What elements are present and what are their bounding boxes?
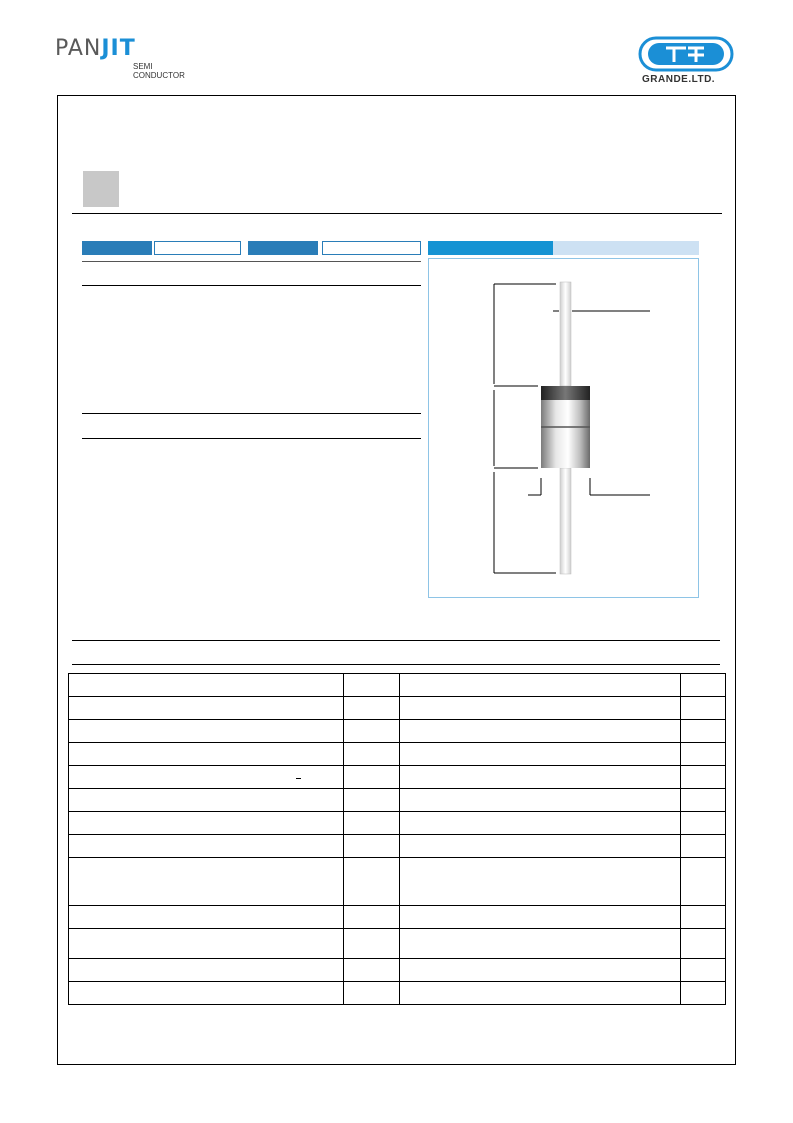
table-cell	[400, 929, 681, 959]
table-cell	[344, 674, 400, 697]
features-divider	[82, 285, 421, 286]
table-cell	[344, 697, 400, 720]
spec-value-box-2	[322, 241, 421, 255]
table-cell	[681, 766, 726, 789]
mechanical-divider-top	[82, 413, 421, 414]
spec-tab-2	[248, 241, 318, 255]
table-cell	[681, 982, 726, 1005]
table-cell	[69, 812, 344, 835]
table-cell	[344, 812, 400, 835]
table-cell	[69, 720, 344, 743]
table-cell	[69, 835, 344, 858]
table-cell	[400, 743, 681, 766]
table-cell	[681, 835, 726, 858]
ratings-divider-top	[72, 640, 720, 641]
figure-header-light	[553, 241, 699, 255]
table-cell	[400, 835, 681, 858]
table-cell	[69, 766, 344, 789]
table-row	[69, 812, 726, 835]
table-cell	[400, 906, 681, 929]
spec-tab-1	[82, 241, 152, 255]
table-cell	[681, 929, 726, 959]
table-row	[69, 906, 726, 929]
table-cell	[69, 982, 344, 1005]
table-cell	[344, 906, 400, 929]
table-cell	[344, 766, 400, 789]
table-cell	[69, 929, 344, 959]
part-badge	[83, 171, 119, 207]
table-cell	[400, 674, 681, 697]
table-cell	[681, 959, 726, 982]
table-cell	[69, 789, 344, 812]
table-cell	[344, 720, 400, 743]
table-cell	[69, 743, 344, 766]
table-cell	[400, 858, 681, 906]
panjit-logo	[55, 38, 136, 60]
table-row	[69, 766, 726, 789]
grande-logo-text: GRANDE.LTD.	[642, 74, 716, 85]
table-cell	[344, 982, 400, 1005]
table-row	[69, 959, 726, 982]
table-cell	[400, 720, 681, 743]
table-cell	[681, 697, 726, 720]
table-cell	[344, 835, 400, 858]
table-cell	[400, 982, 681, 1005]
title-divider	[72, 213, 722, 214]
table-row	[69, 982, 726, 1005]
table-cell	[344, 929, 400, 959]
table-row	[69, 835, 726, 858]
table-cell	[69, 959, 344, 982]
table-cell	[344, 743, 400, 766]
table-row	[69, 789, 726, 812]
table-cell	[681, 743, 726, 766]
grande-logo-icon	[638, 36, 734, 72]
table-cell	[681, 720, 726, 743]
panjit-logo-jit: JIT	[101, 36, 136, 61]
table-header-row	[69, 674, 726, 697]
table-cell	[69, 697, 344, 720]
table-row	[69, 697, 726, 720]
spec-value-box-1	[154, 241, 241, 255]
features-divider-top	[82, 261, 421, 262]
table-row	[69, 743, 726, 766]
table-row	[69, 929, 726, 959]
table-cell	[400, 959, 681, 982]
table-cell	[681, 812, 726, 835]
table-cell	[681, 906, 726, 929]
table-cell	[681, 674, 726, 697]
ratings-table	[68, 673, 726, 1005]
table-cell	[681, 858, 726, 906]
table-cell	[344, 858, 400, 906]
diode-package-drawing	[428, 258, 699, 598]
table-cell	[400, 789, 681, 812]
panjit-logo-subtitle-line1: SEMI	[133, 62, 153, 71]
table-cell	[69, 906, 344, 929]
table-cell	[400, 812, 681, 835]
table-row	[69, 720, 726, 743]
panjit-logo-subtitle	[133, 62, 185, 80]
panjit-logo-pan: PAN	[55, 36, 102, 61]
table-cell	[69, 674, 344, 697]
table-cell	[400, 766, 681, 789]
table-cell	[69, 858, 344, 906]
table-cell	[400, 697, 681, 720]
figure-header-dark	[428, 241, 553, 255]
table-cell	[344, 959, 400, 982]
table-cell	[681, 789, 726, 812]
table-row	[69, 858, 726, 906]
mechanical-divider	[82, 438, 421, 439]
table-cell	[344, 789, 400, 812]
panjit-logo-subtitle-line2: CONDUCTOR	[133, 71, 185, 80]
ratings-divider-bottom	[72, 664, 720, 665]
underline-mark	[296, 778, 301, 779]
